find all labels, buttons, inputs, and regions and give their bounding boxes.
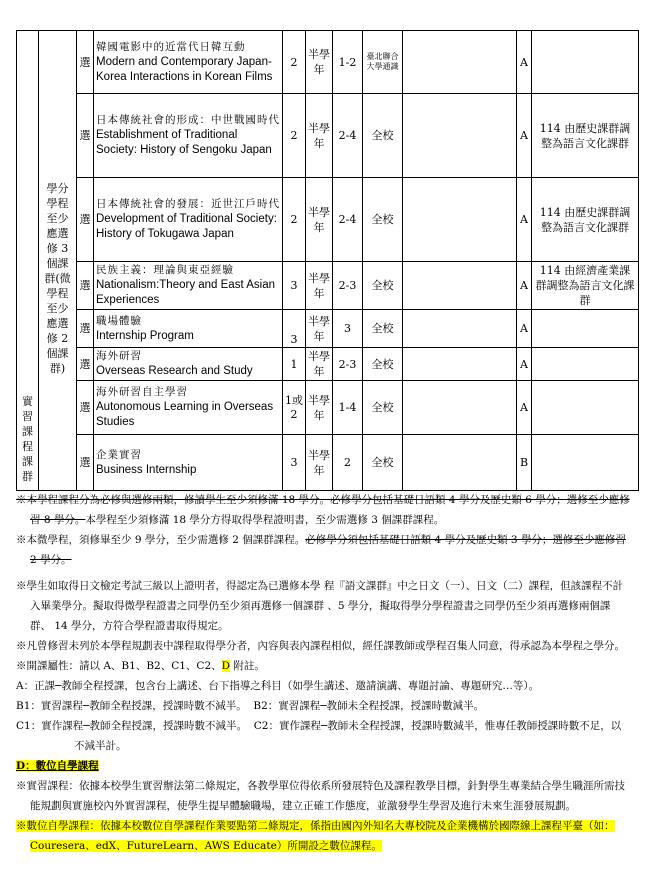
table-row	[17, 262, 639, 310]
course-credits: 2	[283, 31, 306, 94]
course-name-en: Nationalism:Theory and East Asian Experiences	[96, 279, 275, 306]
course-type: 選	[77, 381, 94, 435]
table-row	[17, 348, 639, 381]
table-row	[17, 94, 639, 178]
group-outer-char: 習	[22, 410, 33, 423]
course-name	[94, 348, 283, 381]
group-inner-line: 應選	[46, 317, 69, 330]
group-inner-line: 學程	[46, 197, 69, 210]
course-duration	[306, 381, 333, 435]
table-row	[17, 381, 639, 435]
group-outer-spacer	[17, 104, 38, 394]
group-inner-line: 個課	[46, 257, 69, 270]
course-semester: 3	[333, 310, 363, 348]
course-class: 全校	[363, 94, 403, 178]
course-attribute: A	[517, 31, 532, 94]
course-note	[532, 348, 639, 381]
course-name-en: Development of Traditional Society: History of Tokugawa Japan	[96, 213, 277, 240]
group-inner-line: 群)	[49, 362, 66, 375]
group-outer-char: 課	[22, 455, 33, 468]
course-duration	[306, 348, 333, 381]
duration-line: 半學	[308, 48, 330, 61]
course-name	[94, 31, 283, 94]
course-name-zh: 職場體驗	[96, 314, 142, 327]
course-name-zh: 日本傳統社會的發展：近世江戶時代	[96, 198, 280, 210]
group-inner-line: 至少	[46, 302, 69, 315]
course-duration	[306, 94, 333, 178]
course-credits: 3	[283, 262, 306, 310]
course-class: 全校	[363, 262, 403, 310]
course-type: 選	[77, 178, 94, 262]
group-inner-line: 群(微	[44, 272, 71, 285]
course-class: 全校	[363, 381, 403, 435]
course-note: 114 由歷史課群調整為語言文化課群	[532, 94, 639, 178]
course-blank	[403, 381, 517, 435]
course-type: 選	[77, 435, 94, 491]
group-inner-label	[39, 31, 77, 491]
duration-line: 年	[313, 286, 325, 300]
course-credits: 2	[283, 94, 306, 178]
course-note: 114 由歷史課群調整為語言文化課群	[532, 178, 639, 262]
credits-line: 或	[292, 393, 303, 407]
course-name-en: Modern and Contemporary Japan-Korea Interactions in Korean Films	[96, 55, 273, 83]
course-blank	[403, 178, 517, 262]
course-name-zh: 韓國電影中的近當代日韓互動	[96, 40, 246, 53]
duration-line: 半學	[308, 350, 330, 363]
course-type: 選	[77, 31, 94, 94]
duration-line: 年	[313, 220, 325, 234]
course-name	[94, 435, 283, 491]
course-credits: 2	[283, 178, 306, 262]
course-attribute: A	[517, 262, 532, 310]
duration-line: 半學	[308, 448, 330, 462]
course-note: 114 由經濟產業課群調整為語言文化課群	[532, 262, 639, 310]
group-inner-line: 學程	[46, 287, 69, 300]
group-outer-char: 課	[22, 425, 33, 438]
duration-line: 年	[313, 329, 325, 343]
note-micro-program: ※本微學程，須修畢至少 9 學分，至少需選修 2 個課群課程。必修學分須包括基礎日語類 4 學分及歷史類 3 學分；選修至少應修習 2 學分。	[16, 534, 626, 566]
course-credits: 3	[283, 435, 306, 491]
group-inner-line: 個課	[46, 347, 69, 360]
course-credits: 1	[283, 348, 306, 381]
note-internship: ※實習課程：依據本校學生實習辦法第二條規定，各教學單位得依系所發展特色及課程教學目標，針對學生專業結合學生職涯所需技能規劃與實施校內外實習課程，使學生提早體驗職場，建立正確工作態度，並激發學生學習及進行未來生涯發展規劃。	[16, 780, 625, 812]
course-attribute: A	[517, 348, 532, 381]
course-name	[94, 94, 283, 178]
course-name-en: Internship Program	[96, 329, 194, 342]
course-note	[532, 310, 639, 348]
course-blank	[403, 435, 517, 491]
course-blank	[403, 348, 517, 381]
group-inner-line: 修 2	[46, 332, 69, 345]
course-name-zh: 民族主義：理論與東亞經驗	[96, 264, 234, 276]
course-semester: 2-4	[333, 178, 363, 262]
course-name	[94, 381, 283, 435]
duration-line: 半學	[308, 121, 330, 135]
course-name	[94, 262, 283, 310]
course-note	[532, 381, 639, 435]
note-attr-d: D：數位自學課程	[16, 760, 99, 772]
course-blank	[403, 31, 517, 94]
course-class: 全校	[363, 435, 403, 491]
duration-line: 半學	[308, 314, 330, 328]
note-attr-b: B1：實習課程─教師全程授課，授課時數不減半。 B2：實習課程─教師未全程授課，授課時數減半。	[16, 700, 485, 712]
group-inner-line: 應選	[46, 227, 69, 240]
course-semester: 2-3	[333, 262, 363, 310]
duration-line: 半學	[308, 271, 330, 285]
credits-line: 2	[290, 407, 298, 421]
group-outer-char: 群	[22, 470, 33, 483]
course-name-en: Overseas Research and Study	[96, 365, 253, 377]
course-type: 選	[77, 310, 94, 348]
note-course-attribute: ※開課屬性：請以 A、B1、B2、C1、C2、D 附註。	[16, 660, 265, 672]
course-duration	[306, 262, 333, 310]
course-name-en: Establishment of Traditional Society: History of Sengoku Japan	[96, 129, 272, 156]
course-credits	[283, 381, 306, 435]
course-name-en: Autonomous Learning in Overseas Studies	[96, 401, 274, 428]
course-credits: 3	[283, 310, 306, 348]
course-semester: 2	[333, 435, 363, 491]
duration-line: 年	[313, 365, 325, 378]
group-inner-line: 學分	[46, 182, 69, 195]
note-attr-c: C1：實作課程─教師全程授課，授課時數不減半。 C2：實作課程─教師未全程授課，授課時數減半，惟專任教師授課時數不足，以不減半計。	[16, 720, 622, 752]
group-outer-char: 程	[22, 440, 33, 453]
course-semester: 1-4	[333, 381, 363, 435]
duration-line: 年	[313, 136, 325, 150]
course-name-zh: 海外研習自主學習	[96, 386, 188, 398]
note-japanese-exam: ※學生如取得日文檢定考試三級以上證明者，得認定為已選修本學 程『語文課群』中之日文（一）、日文（二）課程，但該課程不計 入畢業學分。擬取得微學程證書之同學仍至少須再選修一個課群 、5 學分，擬取得學分學程證書之同學仍至少須再選修兩個課群、 14 學分，方符合學程證書取得規定。	[16, 580, 624, 632]
course-table	[16, 30, 639, 491]
course-attribute: A	[517, 178, 532, 262]
course-attribute: A	[517, 381, 532, 435]
course-class: 臺北聯合大學通識	[363, 31, 403, 94]
duration-line: 年	[313, 408, 325, 422]
group-inner-line: 至少	[46, 212, 69, 225]
course-class: 全校	[363, 178, 403, 262]
course-duration	[306, 310, 333, 348]
table-row	[17, 310, 639, 348]
course-blank	[403, 94, 517, 178]
table-row	[17, 178, 639, 262]
course-type: 選	[77, 348, 94, 381]
course-note	[532, 435, 639, 491]
group-inner-line: 修 3	[46, 242, 69, 255]
course-name-en: Business Internship	[96, 463, 197, 476]
course-class: 全校	[363, 310, 403, 348]
course-attribute: A	[517, 310, 532, 348]
course-name	[94, 178, 283, 262]
course-name-zh: 海外研習	[96, 350, 142, 362]
duration-line: 半學	[308, 393, 330, 407]
course-name-zh: 企業實習	[96, 448, 142, 461]
course-blank	[403, 310, 517, 348]
table-row	[17, 31, 639, 94]
course-type: 選	[77, 262, 94, 310]
duration-line: 半學	[308, 205, 330, 219]
course-blank	[403, 262, 517, 310]
course-attribute: A	[517, 94, 532, 178]
duration-line: 年	[313, 63, 325, 76]
duration-line: 年	[313, 463, 325, 477]
course-name	[94, 310, 283, 348]
course-semester: 2-4	[333, 94, 363, 178]
note-total-credits: ※本學程課程分為必修與選修兩類，修讀學生至少須修滿 18 學分。必修學分包括基礎日語類 4 學分及歷史類 6 學分；選修至少應修習 8 學分。本學程至少須修滿 18 學分方得取得學程證明書，至少需選修 3 個課群課程。	[16, 494, 630, 526]
note-credit-recognition: ※凡曾修習未列於本學程規劃表中課程取得學分者，內容與表內課程相似，經任課教師或學程召集人同意，得承認為本學程之學分。	[16, 640, 625, 652]
table-row	[17, 435, 639, 491]
course-duration	[306, 31, 333, 94]
course-duration	[306, 435, 333, 491]
group-outer-char: 實	[22, 395, 33, 408]
course-semester: 2-3	[333, 348, 363, 381]
course-type: 選	[77, 94, 94, 178]
course-class: 全校	[363, 348, 403, 381]
note-attr-a: A：正課─教師全程授課，包含台上講述、台下指導之科目（如學生講述、邀請演講、專題討論、專題研究…等）。	[16, 680, 540, 692]
course-attribute: B	[517, 435, 532, 491]
group-outer-label	[17, 31, 39, 491]
course-name-zh: 日本傳統社會的形成：中世戰國時代	[96, 114, 280, 126]
course-semester: 1-2	[333, 31, 363, 94]
course-note	[532, 31, 639, 94]
notes-section	[16, 490, 630, 856]
credits-line: 1	[285, 393, 292, 407]
note-digital-learning: ※數位自學課程：依據本校數位自學課程作業要點第二條規定，係指由國內外知名大專校院及企業機構於國際線上課程平臺（如：Couresera、edX、FutureLearn、AWS Educate）所開設之數位課程。	[16, 820, 615, 852]
course-duration	[306, 178, 333, 262]
